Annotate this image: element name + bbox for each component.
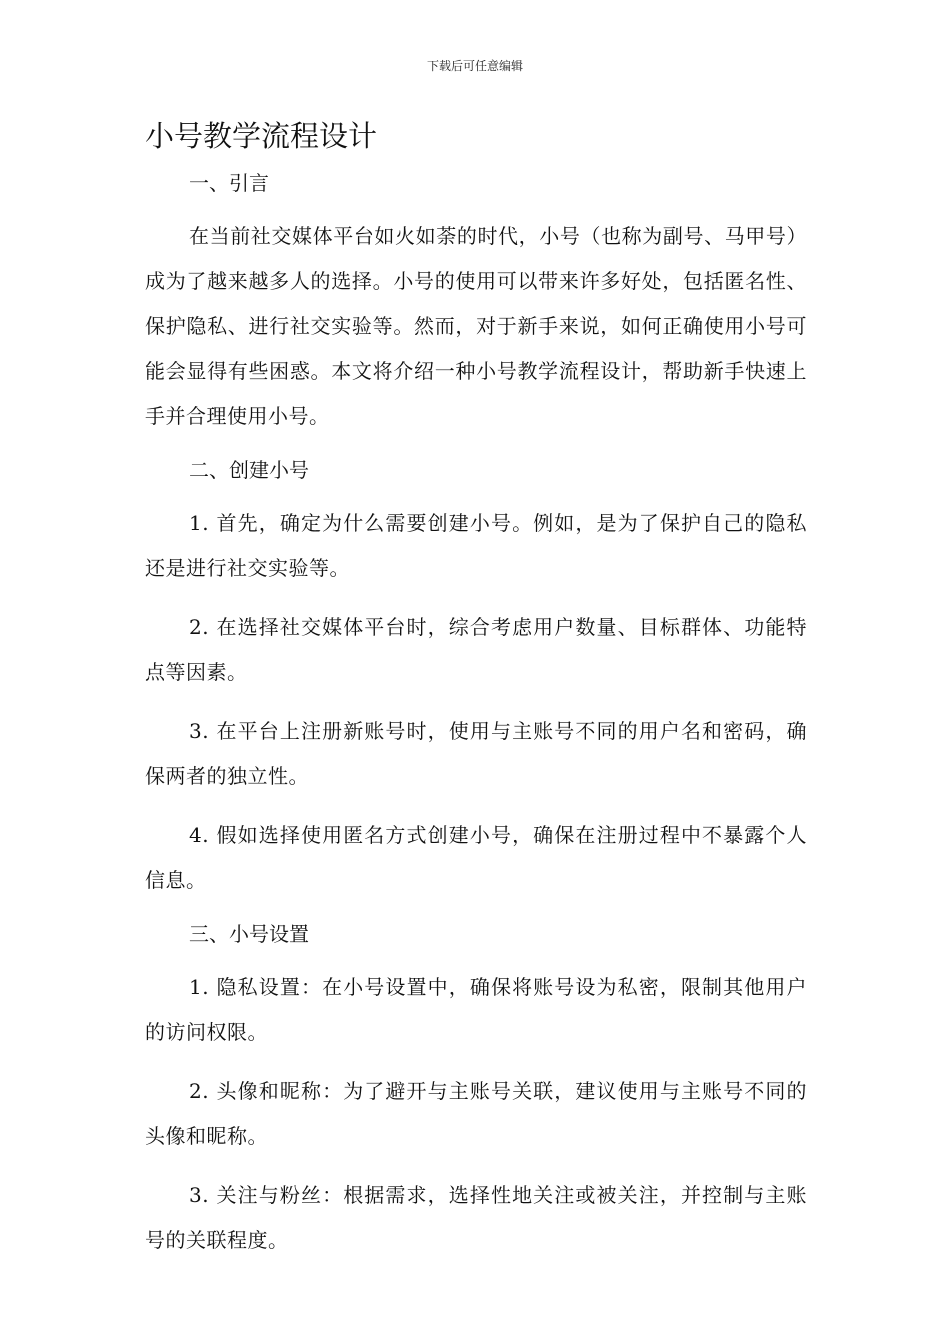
- section-heading: 三、小号设置: [189, 922, 309, 946]
- section-introduction: [145, 166, 807, 439]
- section-heading: 二、创建小号: [189, 458, 309, 482]
- section-heading: 一、引言: [189, 171, 269, 195]
- document-body: [145, 166, 807, 1277]
- paragraph: 在当前社交媒体平台如火如荼的时代，小号（也称为副号、马甲号）成为了越来越多人的选择。小号的使用可以带来许多好处，包括匿名性、保护隐私、进行社交实验等。然而，对于新手来说，如何正确使用小号可能会显得有些困惑。本文将介绍一种小号教学流程设计，帮助新手快速上手并合理使用小号。: [145, 224, 807, 428]
- list-item: 4. 假如选择使用匿名方式创建小号，确保在注册过程中不暴露个人信息。: [145, 823, 807, 892]
- list-item: 3. 在平台上注册新账号时，使用与主账号不同的用户名和密码，确保两者的独立性。: [145, 719, 807, 788]
- list-item: 2. 在选择社交媒体平台时，综合考虑用户数量、目标群体、功能特点等因素。: [145, 615, 807, 684]
- page-header-note: 下载后可任意编辑: [426, 59, 523, 73]
- list-item: 2. 头像和昵称：为了避开与主账号关联，建议使用与主账号不同的头像和昵称。: [145, 1079, 807, 1148]
- list-item: 3. 关注与粉丝：根据需求，选择性地关注或被关注，并控制与主账号的关联程度。: [145, 1183, 807, 1252]
- document-title: 小号教学流程设计: [145, 119, 378, 153]
- section-create-account: [145, 453, 807, 903]
- list-item: 1. 隐私设置：在小号设置中，确保将账号设为私密，限制其他用户的访问权限。: [145, 975, 807, 1044]
- section-account-settings: [145, 917, 807, 1263]
- list-item: 1. 首先，确定为什么需要创建小号。例如，是为了保护自己的隐私还是进行社交实验等。: [145, 511, 807, 580]
